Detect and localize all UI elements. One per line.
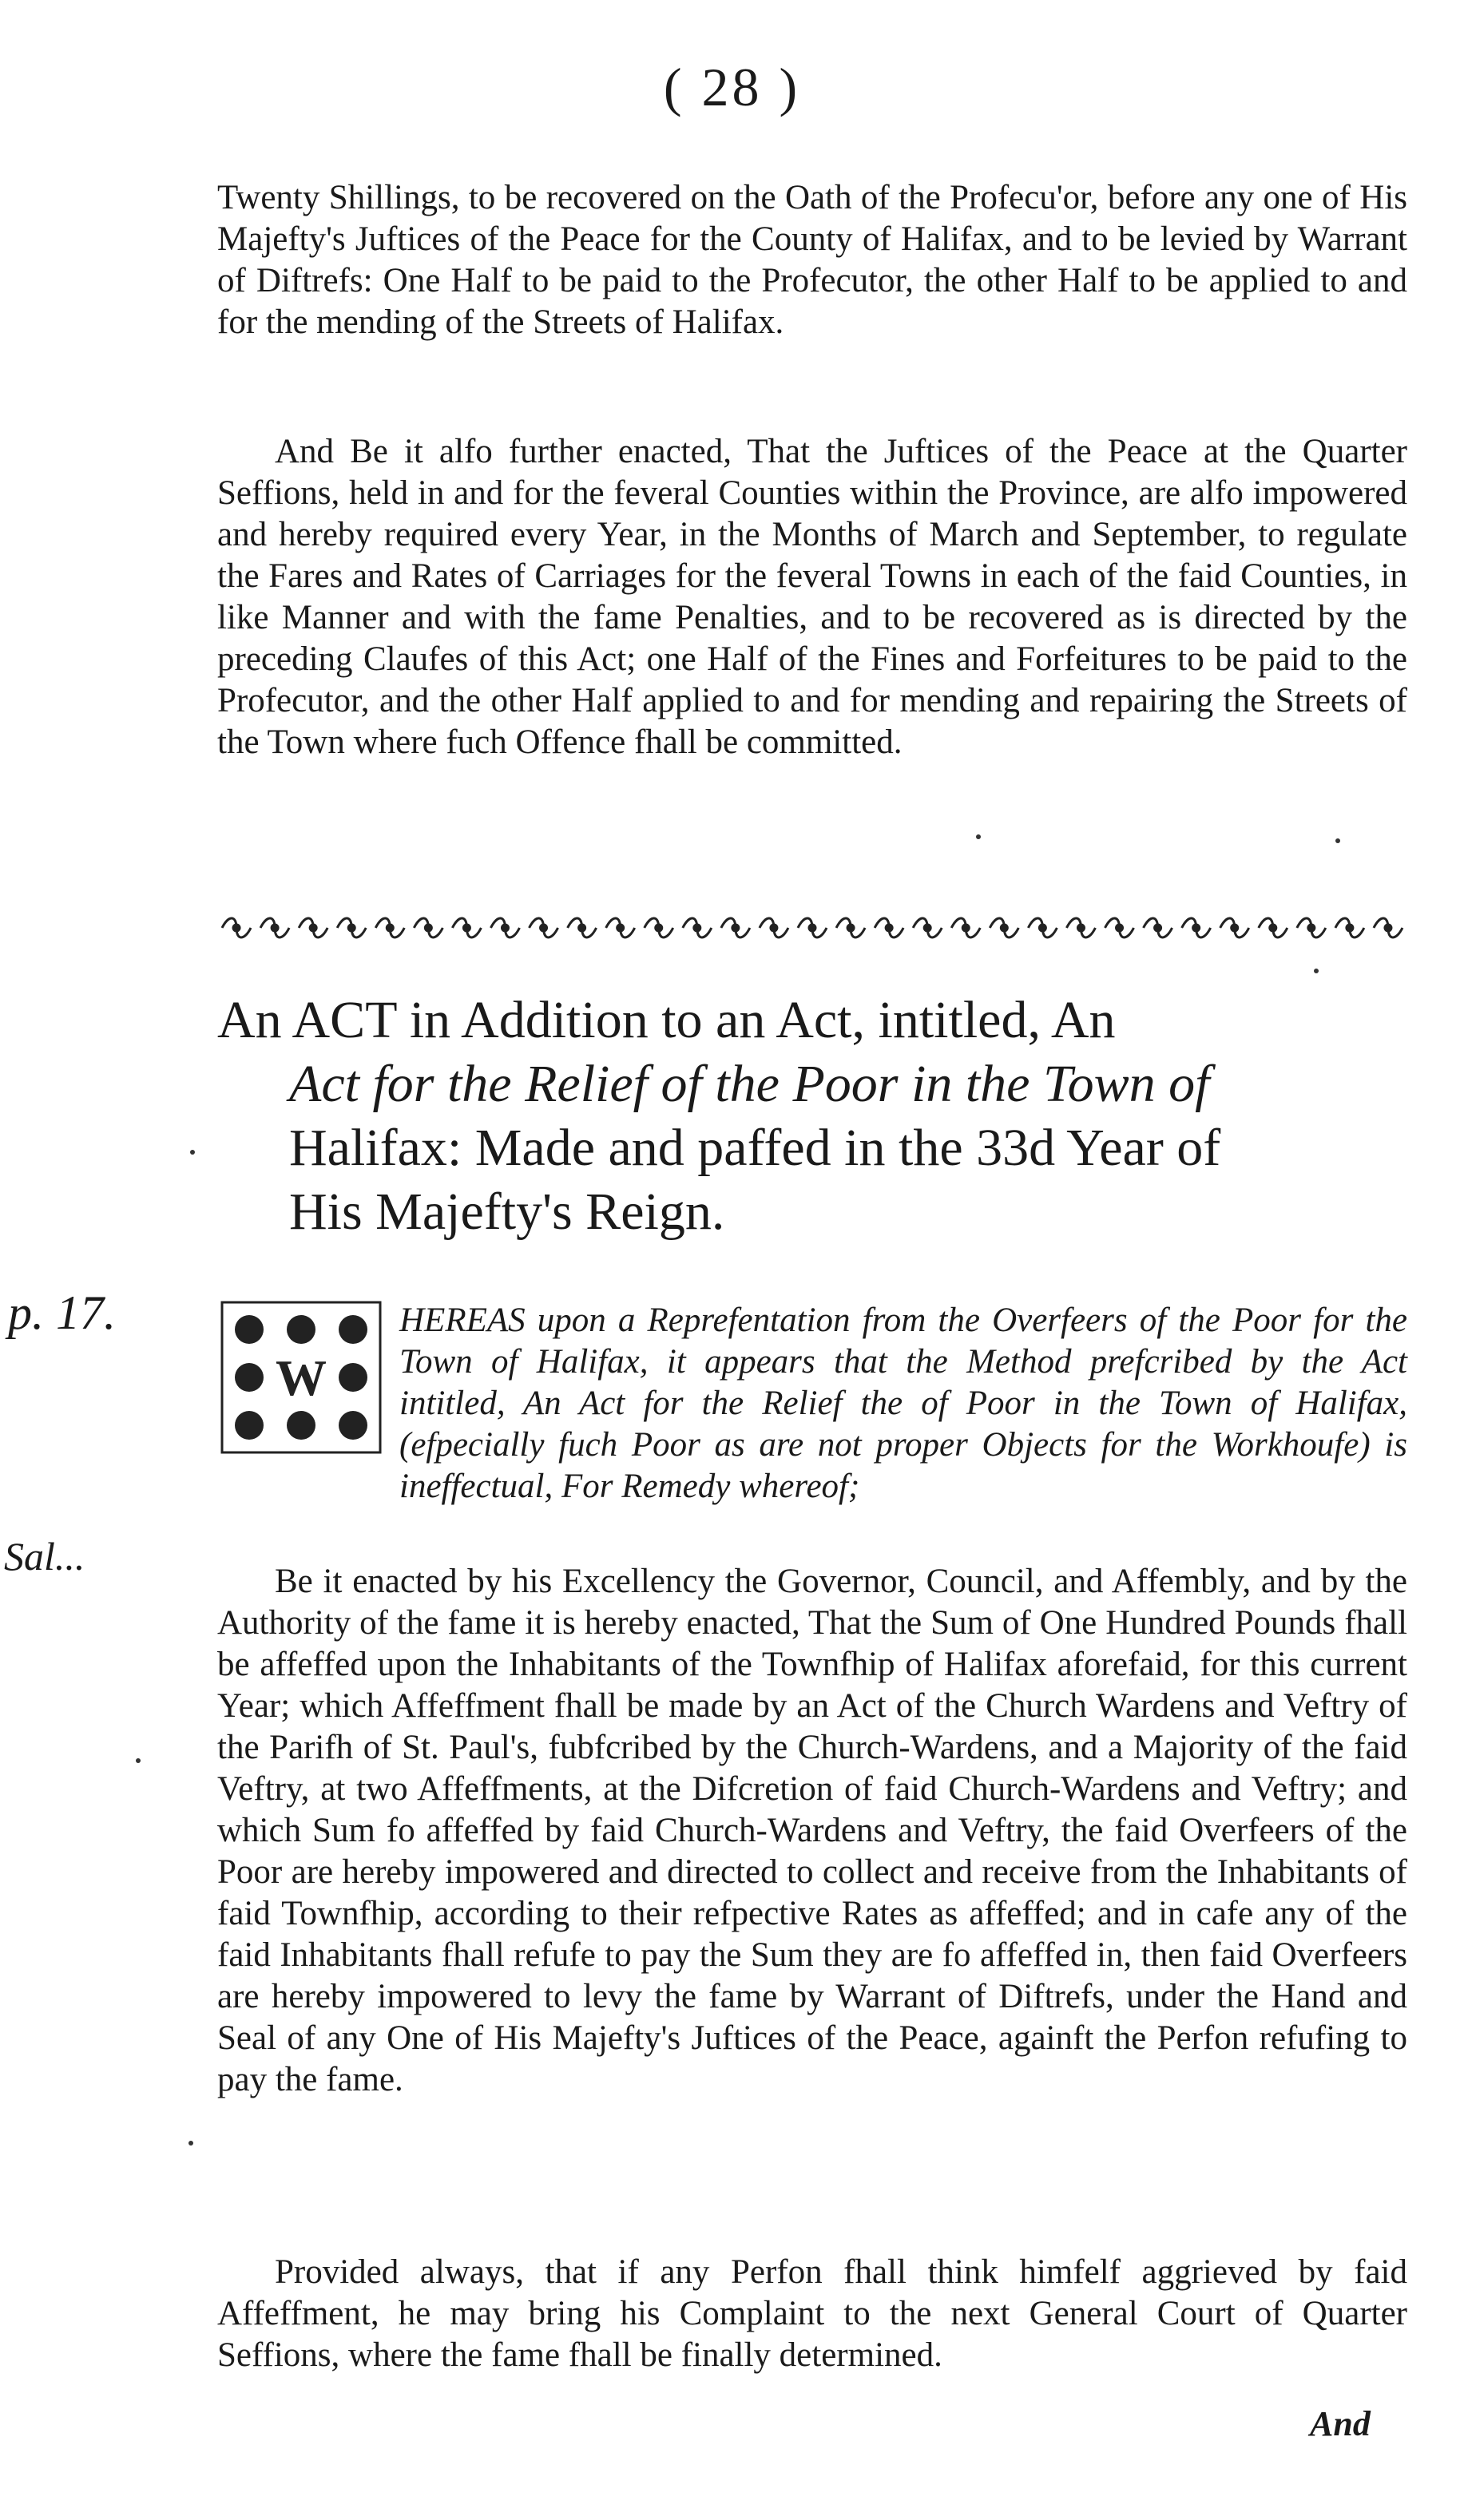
- act-title: [217, 989, 1415, 1244]
- act-title-line-1: An ACT in Addition to an Act, intitled, An: [217, 991, 1116, 1049]
- paragraph-2: [217, 431, 1407, 763]
- page-number: ( 28 ): [663, 57, 801, 117]
- speck: [1314, 969, 1319, 973]
- paragraph-3-text: HEREAS upon a Reprefentation from the Overfeers of the Poor for the Town of Halifax, it appears that the Method prefcribed by the Act intitled, An Act for the Relief the of Poor in the Town of Halifax, (efpecially fuch Poor as are not proper Objects for the Workhoufe) is ineffectual, For Remedy whereof;: [399, 1302, 1407, 1505]
- margin-note-1: p. 17.: [8, 1286, 116, 1339]
- paragraph-5: [217, 2252, 1407, 2376]
- ornament-divider: [217, 912, 1407, 944]
- catchword: And: [1310, 2404, 1371, 2443]
- speck: [190, 1150, 195, 1155]
- ornamental-initial-w: [217, 1298, 385, 1457]
- paragraph-5-text: Provided always, that if any Perfon fhall think himfelf aggrieved by faid Affeffment, he may bring his Complaint to the next General Court of Quarter Seffions, where the fame fhall be finally determined.: [217, 2253, 1407, 2374]
- act-title-line-2: Act for the Relief of the Poor in the Town of: [289, 1055, 1210, 1113]
- paragraph-4: [217, 1561, 1407, 2101]
- paragraph-1: [217, 177, 1407, 343]
- svg-text:W: W: [276, 1349, 327, 1406]
- margin-note-2: Sal...: [4, 1534, 85, 1579]
- speck: [136, 1758, 141, 1763]
- speck: [1335, 838, 1340, 843]
- paragraph-1-text: Twenty Shillings, to be recovered on the Oath of the Profecu'or, before any one of His Majefty's Juftices of the Peace for the County of Halifax, and to be levied by Warrant of Diftrefs: One Half to be paid to the Profecutor, the other Half to be applied to and for the mending of the Streets of Halifax.: [217, 179, 1407, 341]
- paragraph-4-text: Be it enacted by his Excellency the Governor, Council, and Affembly, and by the Authority of the fame it is hereby enacted, That the Sum of One Hundred Pounds fhall be affeffed upon the Inhabitants of the Townfhip of Halifax aforefaid, for this current Year; which Affeffment fhall be made by an Act of the Church Wardens and Veftry of the Parifh of St. Paul's, fubfcribed by the Church-Wardens, and a Majority of the faid Veftry, at two Affeffments, at the Difcretion of faid Church-Wardens and Veftry; and which Sum fo affeffed by faid Church-Wardens and Veftry, the faid Overfeers of the Poor are hereby impowered and directed to collect and receive from the Inhabitants of faid Townfhip, according to their refpective Rates as affeffed; and in cafe any of the faid Inhabitants fhall refufe to pay the Sum they are fo affeffed in, then faid Overfeers are hereby impowered to levy the fame by Warrant of Diftrefs, under the Hand and Seal of any One of His Majefty's Juftices of the Peace, againft the Perfon refufing to pay the fame.: [217, 1563, 1407, 2098]
- speck: [188, 2141, 193, 2146]
- act-title-line-3: Halifax: Made and paffed in the 33d Year of: [289, 1119, 1221, 1177]
- paragraph-3: [399, 1300, 1407, 1508]
- paragraph-2-text: And Be it alfo further enacted, That the Juftices of the Peace at the Quarter Seffions, held in and for the feveral Counties within the Province, are alfo impowered and hereby required every Year, in the Months of March and September, to regulate the Fares and Rates of Carriages for the feveral Towns in each of the faid Counties, in like Manner and with the fame Penalties, and to be recovered as is directed by the preceding Claufes of this Act; one Half of the Fines and Forfeitures to be paid to the Profecutor, and the other Half applied to and for mending and repairing the Streets of the Town where fuch Offence fhall be committed.: [217, 433, 1407, 761]
- speck: [976, 834, 981, 839]
- act-title-line-4: His Majefty's Reign.: [289, 1183, 725, 1241]
